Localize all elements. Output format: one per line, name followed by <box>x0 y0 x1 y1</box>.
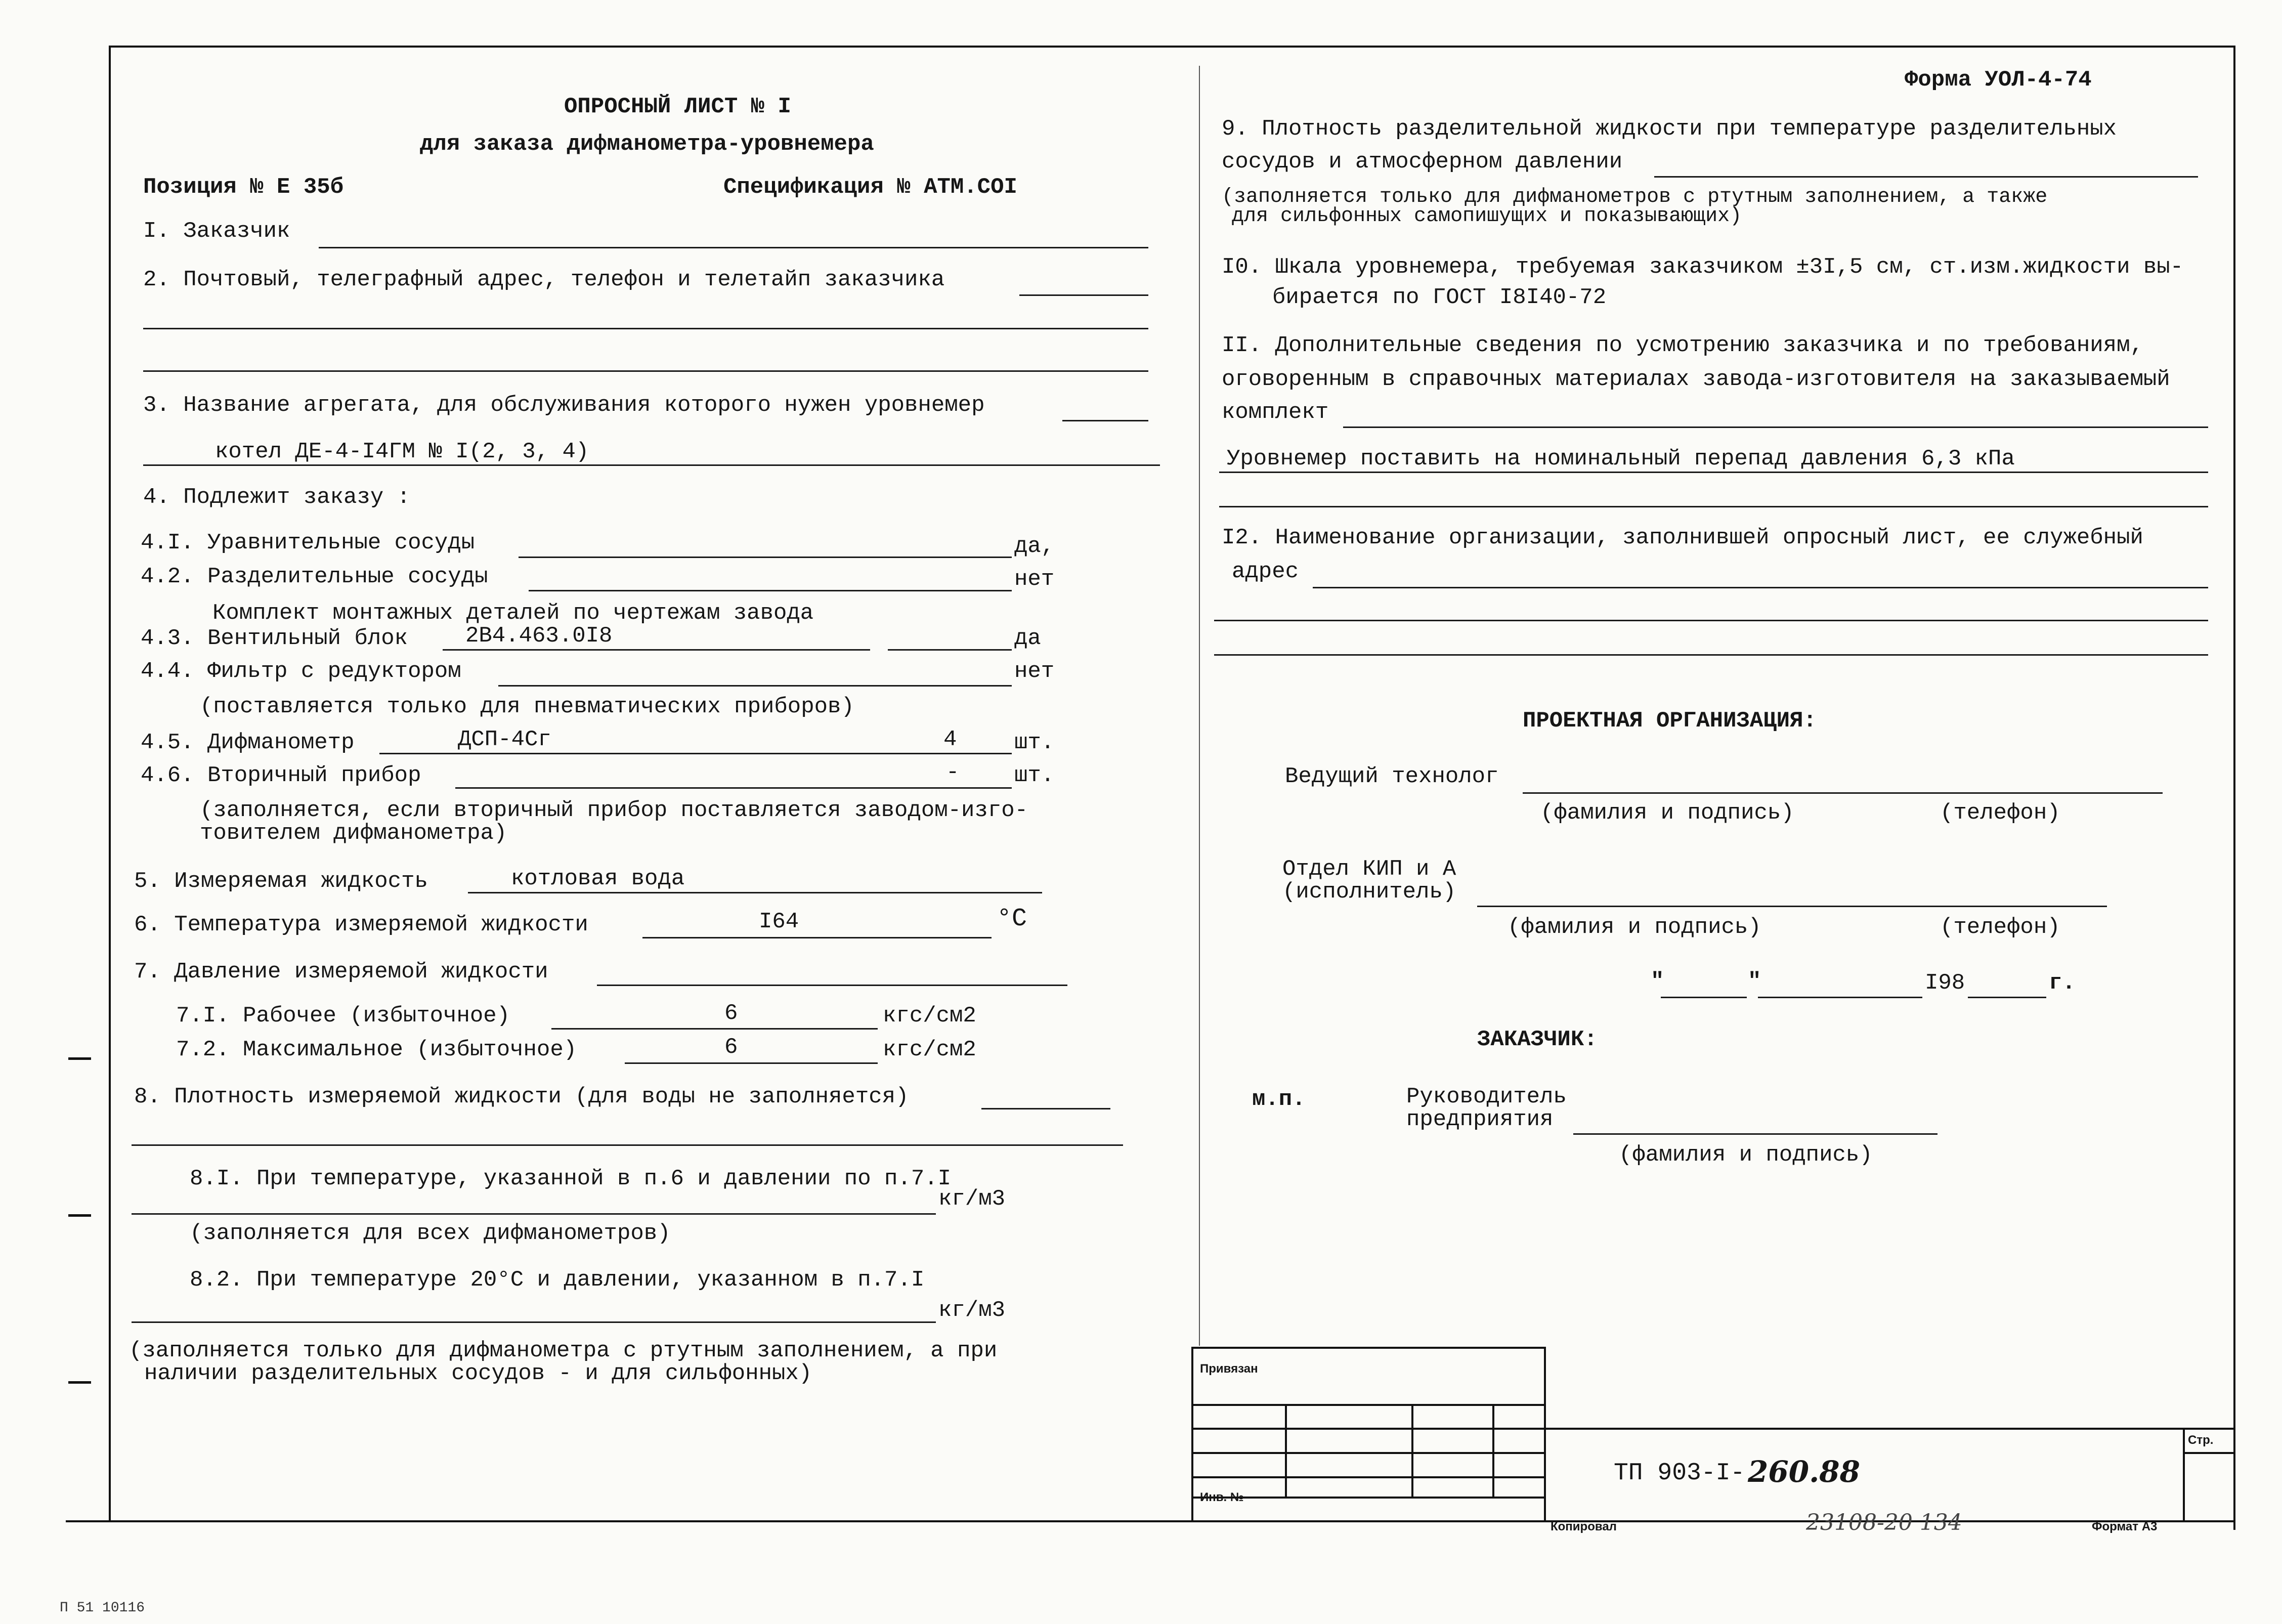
item-11-value-line <box>1219 472 2208 473</box>
item-7-1-field-2[interactable] <box>754 1028 878 1030</box>
lead-technologist-label: Ведущий технолог <box>1285 764 1499 789</box>
stamp-main-top <box>1544 1428 2234 1430</box>
bottom-note-2: наличии разделительных сосудов - и для сильфонных) <box>144 1361 812 1386</box>
item-4-4-field[interactable] <box>498 685 1012 687</box>
stamp-row-5 <box>1191 1497 1545 1499</box>
item-4-3-value: да <box>1014 626 1041 651</box>
item-4-2: 4.2. Разделительные сосуды <box>141 564 488 589</box>
item-11-field-2[interactable] <box>1219 506 2208 507</box>
stamp-inventory-number: Инв. № <box>1200 1490 1244 1504</box>
project-organization-heading: ПРОЕКТНАЯ ОРГАНИЗАЦИЯ: <box>1523 708 1817 734</box>
unit-name-value-line <box>143 464 1160 466</box>
item-4-3-field[interactable] <box>443 649 870 651</box>
seal-place-label: м.п. <box>1252 1087 1306 1112</box>
item-4-5: 4.5. Дифманометр <box>141 730 355 755</box>
archive-number: 23108-20 134 <box>1806 1510 1962 1535</box>
item-4-6: 4.6. Вторичный прибор <box>141 763 421 788</box>
item-7-1-unit: кгс/см2 <box>883 1003 976 1029</box>
item-8-field-2[interactable] <box>132 1144 1123 1146</box>
item-12-field[interactable] <box>1313 587 2208 588</box>
item-4-1: 4.I. Уравнительные сосуды <box>141 530 475 555</box>
item-8-2: 8.2. При температуре 20°С и давлении, указанном в п.7.I <box>190 1267 925 1293</box>
item-12-line-2: адрес <box>1232 559 1299 584</box>
item-7-2-unit: кгс/см2 <box>883 1037 976 1062</box>
item-7-field[interactable] <box>597 985 1067 986</box>
bottom-note: (заполняется только для дифманометра с ртутным заполнением, а при <box>129 1338 998 1363</box>
margin-code: П 51 10116 <box>60 1600 145 1616</box>
item-8-2-unit: кг/м3 <box>938 1298 1006 1323</box>
item-8-1: 8.I. При температуре, указанной в п.6 и давлении по п.7.I <box>190 1166 952 1191</box>
item-5-fluid: 5. Измеряемая жидкость <box>134 869 428 894</box>
date-year-prefix: I98 <box>1925 970 1965 996</box>
item-4-3-note: Комплект монтажных деталей по чертежам завода <box>212 601 814 626</box>
head-signature-field[interactable] <box>1573 1133 1937 1135</box>
frame-left <box>109 46 111 1522</box>
item-4-5-unit: шт. <box>1014 730 1055 755</box>
item-7-2-field[interactable] <box>625 1062 878 1064</box>
stamp-col-3 <box>1492 1404 1494 1497</box>
stamp-col-1 <box>1285 1404 1287 1497</box>
kip-dept-label: Отдел КИП и А <box>1282 857 1456 882</box>
item-11-field[interactable] <box>1343 426 2208 428</box>
item-9-line-2: сосудов и атмосферном давлении <box>1222 149 1623 175</box>
item-4-4-value: нет <box>1014 659 1055 684</box>
item-8-density: 8. Плотность измеряемой жидкости (для воды не заполняется) <box>134 1084 909 1109</box>
unit-name-field[interactable] <box>1062 420 1148 421</box>
margin-tick <box>68 1214 91 1217</box>
item-3-unit-name: 3. Название агрегата, для обслуживания которого нужен уровнемер <box>143 393 985 418</box>
item-4-5-model: ДСП-4Сг <box>458 727 551 752</box>
item-7-1: 7.I. Рабочее (избыточное) <box>176 1003 510 1029</box>
stamp-page-col <box>2183 1428 2185 1521</box>
frame-top <box>109 46 2234 48</box>
date-year-field[interactable] <box>1968 997 2046 998</box>
address-field-line-2[interactable] <box>143 328 1148 329</box>
kip-dept-field[interactable] <box>1477 906 2107 907</box>
head-name-caption: (фамилия и подпись) <box>1619 1142 1873 1168</box>
item-4-6-note-2: товителем дифманометра) <box>200 821 507 846</box>
address-field[interactable] <box>1019 294 1148 296</box>
item-9-note-2: для сильфонных самопишущих и показывающих) <box>1232 205 1742 228</box>
stamp-left <box>1191 1347 1193 1521</box>
date-year-suffix: г. <box>2049 970 2076 996</box>
item-4-5-qty: 4 <box>943 727 957 752</box>
item-1-customer: I. Заказчик <box>143 219 290 244</box>
item-4-2-field[interactable] <box>529 590 1012 591</box>
item-10-line-2: бирается по ГОСТ I8I40-72 <box>1272 285 1607 310</box>
item-4-2-value: нет <box>1014 567 1055 592</box>
frame-right <box>2233 46 2235 1530</box>
item-7-2-value: 6 <box>724 1035 738 1060</box>
item-8-1-field[interactable] <box>132 1213 936 1215</box>
stamp-page-label: Стр. <box>2188 1433 2214 1447</box>
item-4-6-unit: шт. <box>1014 763 1055 788</box>
date-quote-open: " <box>1651 969 1664 994</box>
address-field-line-3[interactable] <box>143 370 1148 372</box>
stamp-top <box>1191 1347 1545 1349</box>
item-7-1-value: 6 <box>724 1001 738 1026</box>
item-6-value: I64 <box>759 909 799 934</box>
item-11-line-2: оговоренным в справочных материалах завода-изготовителя на заказываемый <box>1222 367 2170 392</box>
item-4-3: 4.3. Вентильный блок <box>141 626 408 651</box>
item-7-2: 7.2. Максимальное (избыточное) <box>176 1037 577 1062</box>
date-day-field[interactable] <box>1661 997 1747 998</box>
kip-phone-caption: (телефон) <box>1940 915 2060 940</box>
item-12-field-3[interactable] <box>1214 654 2208 656</box>
page-subtitle: для заказа дифманометра-уровнемера <box>420 132 874 157</box>
kip-dept-label-2: (исполнитель) <box>1282 879 1456 905</box>
item-6-field[interactable] <box>642 937 992 938</box>
stamp-attached: Привязан <box>1200 1362 1258 1376</box>
item-4-order: 4. Подлежит заказу : <box>143 485 411 510</box>
document-number-prefix: ТП 903-I- <box>1614 1460 1745 1487</box>
item-12-field-2[interactable] <box>1214 620 2208 621</box>
item-8-1-unit: кг/м3 <box>938 1186 1006 1212</box>
item-5-field[interactable] <box>468 892 1042 893</box>
form-code: Форма УОЛ-4-74 <box>1905 67 2092 93</box>
customer-field[interactable] <box>319 247 1148 248</box>
item-4-1-value: да, <box>1014 534 1055 559</box>
date-month-field[interactable] <box>1758 997 1922 998</box>
item-4-6-qty: - <box>946 760 960 785</box>
column-divider <box>1199 66 1200 1346</box>
item-4-4-note: (поставляется только для пневматических приборов) <box>200 694 854 719</box>
position-number: Позиция № Е 35б <box>143 175 344 200</box>
lead-technologist-field[interactable] <box>1523 792 2163 794</box>
item-9-field[interactable] <box>1654 176 2198 178</box>
specification-number: Спецификация № АТМ.СОI <box>723 175 1017 200</box>
stamp-page-divider <box>2183 1452 2233 1454</box>
date-quote-close: " <box>1748 969 1761 994</box>
document-number-suffix: 260.88 <box>1748 1455 1860 1489</box>
item-4-3-field-2[interactable] <box>888 649 1012 651</box>
item-4-4: 4.4. Фильтр с редуктором <box>141 659 461 684</box>
item-8-field[interactable] <box>981 1108 1110 1109</box>
lead-tech-phone-caption: (телефон) <box>1940 800 2060 826</box>
lead-tech-name-caption: (фамилия и подпись) <box>1540 800 1794 826</box>
copied-label: Копировал <box>1551 1520 1617 1533</box>
item-6-temperature: 6. Температура измеряемой жидкости <box>134 912 588 937</box>
item-11-line-3: комплект <box>1222 400 1329 425</box>
unit-name-value: котел ДЕ-4-I4ГМ № I(2, 3, 4) <box>215 439 589 464</box>
item-4-5-field[interactable] <box>379 753 1012 754</box>
head-label-2: предприятия <box>1406 1107 1554 1132</box>
item-8-1-note: (заполняется для всех дифманометров) <box>190 1221 671 1246</box>
item-4-6-field[interactable] <box>455 787 1012 789</box>
customer-heading: ЗАКАЗЧИК: <box>1477 1027 1598 1052</box>
item-4-3-drawing: 2В4.463.0I8 <box>465 623 613 649</box>
item-10-scale: I0. Шкала уровнемера, требуемая заказчиком ±3I,5 см, ст.изм.жидкости вы- <box>1222 254 2184 280</box>
format-label: Формат А3 <box>2092 1520 2158 1533</box>
item-7-pressure: 7. Давление измеряемой жидкости <box>134 959 548 985</box>
item-5-value: котловая вода <box>511 866 685 891</box>
stamp-col-2 <box>1411 1404 1413 1497</box>
item-9-note: (заполняется только для дифманометров с ртутным заполнением, а также <box>1222 186 2048 208</box>
stamp-right-inner <box>1544 1347 1546 1521</box>
item-11-value: Уровнемер поставить на номинальный перепад давления 6,3 кПа <box>1227 446 2015 472</box>
kip-name-caption: (фамилия и подпись) <box>1508 915 1761 940</box>
item-2-address: 2. Почтовый, телеграфный адрес, телефон и телетайп заказчика <box>143 267 945 292</box>
head-label: Руководитель <box>1406 1084 1567 1109</box>
item-11-additional: II. Дополнительные сведения по усмотрению заказчика и по требованиям, <box>1222 333 2143 358</box>
item-4-6-note: (заполняется, если вторичный прибор поставляется заводом-изго- <box>200 798 1028 823</box>
item-6-unit: °C <box>997 905 1027 933</box>
item-12-organization: I2. Наименование организации, заполнившей опросный лист, ее служебный <box>1222 525 2143 550</box>
item-8-2-field[interactable] <box>132 1321 936 1323</box>
page-title: ОПРОСНЫЙ ЛИСТ № I <box>564 94 791 119</box>
item-4-1-field[interactable] <box>519 557 1012 558</box>
margin-tick <box>68 1057 91 1060</box>
margin-tick <box>68 1381 91 1384</box>
item-9-separating-density: 9. Плотность разделительной жидкости при температуре разделительных <box>1222 116 2117 142</box>
